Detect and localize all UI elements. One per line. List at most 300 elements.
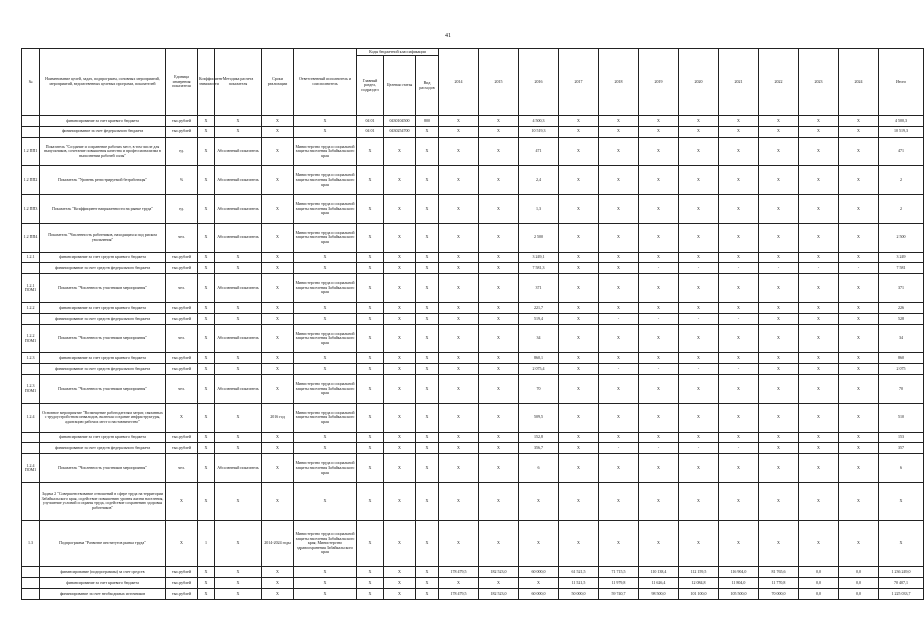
program-finance-table [21, 48, 924, 600]
row-name: финансирование за счет краевого бюджета [40, 578, 166, 589]
row-year-value: X [759, 454, 799, 483]
row-number: 1.2.2 ПОМ1 [22, 324, 40, 353]
row-total: 2 075 [879, 364, 924, 375]
row-number: 1.2 ПП2 [22, 166, 40, 195]
row-bcc-target: X [384, 520, 416, 567]
row-year-value: X [519, 520, 559, 567]
row-year-value: X [439, 126, 479, 137]
row-year-value: X [839, 116, 879, 127]
row-coef: X [198, 403, 215, 432]
row-year-value: X [439, 303, 479, 314]
row-year-value: 81 765,6 [759, 567, 799, 578]
header-term: Сроки реализации [262, 49, 294, 116]
row-year-value: X [719, 166, 759, 195]
row-year-value: X [719, 252, 759, 263]
row-year-value: X [479, 375, 519, 404]
row-total: X [879, 520, 924, 567]
row-unit: X [166, 520, 198, 567]
row-year-value: X [679, 116, 719, 127]
row-year-value: X [759, 432, 799, 443]
row-year-value: 519,4 [519, 313, 559, 324]
row-year-value: X [479, 166, 519, 195]
row-bcc-expense: X [416, 274, 439, 303]
table-row [22, 588, 924, 599]
row-year-value: 2 500 [519, 223, 559, 252]
row-year-value: X [839, 324, 879, 353]
row-year-value: 12 084,8 [679, 578, 719, 589]
row-year-value: 182 523,0 [479, 588, 519, 599]
row-resp: X [294, 432, 357, 443]
row-year-value: X [439, 443, 479, 454]
row-year-value: X [759, 195, 799, 224]
row-term: X [262, 567, 294, 578]
row-coef: X [198, 137, 215, 166]
table-row [22, 116, 924, 127]
row-name: финансирование за счет средств краевого бюджета [40, 303, 166, 314]
table-row [22, 126, 924, 137]
row-bcc-expense: X [416, 454, 439, 483]
row-bcc-section: X [357, 432, 384, 443]
row-coef: X [198, 116, 215, 127]
row-year-value: X [719, 353, 759, 364]
row-year-value: X [599, 126, 639, 137]
row-name: финансирование за счет средств краевого бюджета [40, 353, 166, 364]
table-row [22, 520, 924, 567]
row-method: X [215, 303, 262, 314]
table-row [22, 443, 924, 454]
row-year-value: X [719, 223, 759, 252]
row-year-value: X [559, 126, 599, 137]
row-method: X [215, 432, 262, 443]
row-unit: тыс.рублей [166, 578, 198, 589]
table-row [22, 375, 924, 404]
row-year-value: X [639, 166, 679, 195]
row-year-value: X [799, 303, 839, 314]
row-name: финансирование за счет средств краевого бюджета [40, 252, 166, 263]
row-year-value: X [799, 403, 839, 432]
row-year-value: X [599, 483, 639, 521]
row-resp: Министерство труда и социальной защиты населения Забайкальского края [294, 223, 357, 252]
row-total: 70 [879, 375, 924, 404]
row-year-value: 178 479,5 [439, 588, 479, 599]
row-year-value: X [439, 137, 479, 166]
row-year-value: X [559, 252, 599, 263]
row-bcc-expense: X [416, 195, 439, 224]
row-unit: тыс.рублей [166, 252, 198, 263]
row-coef: X [198, 432, 215, 443]
row-name: Показатель "Коэффициент напряженности на рынке труда" [40, 195, 166, 224]
row-year-value: X [639, 375, 679, 404]
row-resp: X [294, 567, 357, 578]
row-year-value: X [759, 364, 799, 375]
row-name: Показатель "Численность участников мероприятия" [40, 274, 166, 303]
row-bcc-target: X [384, 454, 416, 483]
row-resp: Министерство труда и социальной защиты населения Забайкальского края [294, 137, 357, 166]
row-bcc-expense: X [416, 263, 439, 274]
row-year-value: 0,0 [799, 588, 839, 599]
table-row [22, 166, 924, 195]
row-year-value: 34 [519, 324, 559, 353]
row-year-value: 1,3 [519, 195, 559, 224]
row-bcc-expense: X [416, 567, 439, 578]
row-year-value: X [679, 483, 719, 521]
row-year-value: X [639, 353, 679, 364]
row-total: 860 [879, 353, 924, 364]
row-coef: X [198, 483, 215, 521]
row-year-value: X [719, 303, 759, 314]
row-unit: тыс.рублей [166, 364, 198, 375]
table-row [22, 324, 924, 353]
row-term: X [262, 274, 294, 303]
row-unit: чел. [166, 274, 198, 303]
row-year-value: X [559, 364, 599, 375]
row-total: 153 [879, 432, 924, 443]
row-total: 4 500,3 [879, 116, 924, 127]
header-year: 2016 [519, 49, 559, 116]
header-method: Методика расчета показателя [215, 49, 262, 116]
row-year-value: X [839, 364, 879, 375]
row-coef: X [198, 324, 215, 353]
row-bcc-target: X [384, 364, 416, 375]
row-name: финансирование за счет федерального бюджета [40, 126, 166, 137]
row-year-value: X [679, 324, 719, 353]
row-year-value: X [599, 303, 639, 314]
row-method: Абсолютный показатель [215, 166, 262, 195]
row-year-value: X [519, 578, 559, 589]
row-resp: X [294, 252, 357, 263]
row-year-value: X [799, 454, 839, 483]
row-year-value: X [559, 454, 599, 483]
row-year-value: X [639, 252, 679, 263]
row-number: 1.2.2 [22, 303, 40, 314]
row-unit: тыс.рублей [166, 432, 198, 443]
row-resp: Министерство труда и социальной защиты населения Забайкальского края; Министерство здравоохранения Забайкальского края [294, 520, 357, 567]
row-term: X [262, 126, 294, 137]
row-number: 1.2.4 ПОМ1 [22, 454, 40, 483]
header-year: 2020 [679, 49, 719, 116]
row-method: Абсолютный показатель [215, 223, 262, 252]
row-number: 1.2.3 [22, 353, 40, 364]
row-year-value: X [599, 116, 639, 127]
row-year-value: X [479, 252, 519, 263]
row-year-value: X [479, 432, 519, 443]
row-year-value: 110 138,4 [639, 567, 679, 578]
row-year-value: X [479, 483, 519, 521]
row-coef: X [198, 303, 215, 314]
row-year-value: X [599, 263, 639, 274]
row-year-value: - [839, 263, 879, 274]
row-bcc-target: X [384, 483, 416, 521]
row-year-value: X [719, 454, 759, 483]
row-bcc-target: X [384, 375, 416, 404]
row-name: Показатель "Численность участников мероприятия" [40, 375, 166, 404]
row-year-value: X [439, 274, 479, 303]
row-year-value: X [479, 303, 519, 314]
row-bcc-section: X [357, 483, 384, 521]
row-term: X [262, 166, 294, 195]
row-year-value: 10 519,3 [519, 126, 559, 137]
header-no: № [22, 49, 40, 116]
table-row [22, 303, 924, 314]
row-method: X [215, 313, 262, 324]
row-method: Абсолютный показатель [215, 274, 262, 303]
row-total: 371 [879, 274, 924, 303]
row-name: финансирование за счет средств краевого бюджета [40, 432, 166, 443]
row-bcc-expense: X [416, 137, 439, 166]
row-year-value: X [679, 375, 719, 404]
table-row [22, 274, 924, 303]
row-resp: X [294, 353, 357, 364]
row-coef: X [198, 263, 215, 274]
row-year-value: X [759, 520, 799, 567]
row-year-value: X [759, 313, 799, 324]
header-bcc-expense: Вид расходов [416, 56, 439, 116]
row-total: 2 [879, 166, 924, 195]
row-year-value: X [439, 483, 479, 521]
row-year-value: X [439, 364, 479, 375]
row-bcc-target: X [384, 313, 416, 324]
row-year-value: X [599, 520, 639, 567]
row-resp: X [294, 588, 357, 599]
row-method: X [215, 353, 262, 364]
row-unit: чел. [166, 454, 198, 483]
row-coef: X [198, 588, 215, 599]
row-number [22, 443, 40, 454]
row-method: X [215, 483, 262, 521]
row-year-value: 59 740,7 [599, 588, 639, 599]
row-year-value: - [679, 263, 719, 274]
row-name: Показатель "Численность участников мероприятия" [40, 324, 166, 353]
row-year-value: X [759, 274, 799, 303]
row-year-value: - [719, 313, 759, 324]
row-bcc-expense: X [416, 443, 439, 454]
row-number [22, 483, 40, 521]
row-total: 226 [879, 303, 924, 314]
row-bcc-expense: X [416, 483, 439, 521]
row-year-value: X [559, 353, 599, 364]
row-total: 7 581 [879, 263, 924, 274]
row-year-value: 0,0 [799, 578, 839, 589]
row-year-value: X [799, 443, 839, 454]
row-year-value: 116 904,0 [719, 567, 759, 578]
row-bcc-target: X [384, 263, 416, 274]
row-bcc-target: X [384, 223, 416, 252]
row-year-value: X [799, 432, 839, 443]
row-year-value: X [639, 126, 679, 137]
row-year-value: X [479, 195, 519, 224]
row-year-value: X [439, 223, 479, 252]
row-coef: X [198, 252, 215, 263]
row-resp: Министерство труда и социальной защиты населения Забайкальского края [294, 324, 357, 353]
row-year-value: X [479, 364, 519, 375]
table-row [22, 353, 924, 364]
row-year-value: X [679, 303, 719, 314]
row-year-value: 11 770,8 [759, 578, 799, 589]
row-bcc-target: X [384, 137, 416, 166]
row-number: 1.2 ПП4 [22, 223, 40, 252]
row-unit: тыс.рублей [166, 313, 198, 324]
row-coef: X [198, 578, 215, 589]
header-resp: Ответственный исполнитель и соисполнитель [294, 49, 357, 116]
table-row [22, 137, 924, 166]
row-bcc-expense: X [416, 364, 439, 375]
row-year-value: X [799, 313, 839, 324]
row-year-value: 71 715,5 [599, 567, 639, 578]
row-year-value: 105 500,0 [719, 588, 759, 599]
row-number [22, 126, 40, 137]
row-coef: X [198, 454, 215, 483]
row-bcc-expense: 800 [416, 116, 439, 127]
row-year-value: X [559, 274, 599, 303]
row-resp: Министерство труда и социальной защиты населения Забайкальского края [294, 274, 357, 303]
row-year-value: 60 000,0 [519, 588, 559, 599]
header-total: Итого [879, 49, 924, 116]
row-year-value: X [559, 403, 599, 432]
row-method: Абсолютный показатель [215, 137, 262, 166]
row-unit: чел. [166, 375, 198, 404]
row-resp: X [294, 578, 357, 589]
row-number [22, 578, 40, 589]
row-bcc-section: X [357, 588, 384, 599]
row-bcc-target: X [384, 166, 416, 195]
table-row [22, 223, 924, 252]
row-bcc-target: X [384, 432, 416, 443]
row-term: X [262, 454, 294, 483]
row-year-value: X [679, 166, 719, 195]
row-year-value: 371 [519, 274, 559, 303]
row-year-value: X [799, 252, 839, 263]
table-row [22, 252, 924, 263]
row-year-value: 0,0 [839, 578, 879, 589]
row-method: X [215, 588, 262, 599]
row-bcc-section: X [357, 263, 384, 274]
row-bcc-target: X [384, 195, 416, 224]
row-bcc-target: X [384, 567, 416, 578]
header-year: 2024 [839, 49, 879, 116]
row-year-value: - [799, 263, 839, 274]
row-number [22, 116, 40, 127]
row-year-value: X [719, 432, 759, 443]
row-year-value: 61 521,5 [559, 567, 599, 578]
row-bcc-section: X [357, 195, 384, 224]
row-year-value: X [479, 443, 519, 454]
row-bcc-target: X [384, 353, 416, 364]
row-unit: тыс.рублей [166, 353, 198, 364]
row-year-value: X [839, 403, 879, 432]
row-bcc-target: X [384, 578, 416, 589]
row-bcc-target: 0430254700 [384, 126, 416, 137]
row-year-value: X [799, 137, 839, 166]
row-term: X [262, 353, 294, 364]
row-year-value: - [679, 364, 719, 375]
row-year-value: X [599, 432, 639, 443]
row-year-value: X [839, 483, 879, 521]
row-year-value: X [479, 116, 519, 127]
row-bcc-section: X [357, 223, 384, 252]
row-name: финансирование за счет средств федерального бюджета [40, 364, 166, 375]
row-total: 10 519,3 [879, 126, 924, 137]
row-year-value: 182 523,0 [479, 567, 519, 578]
row-coef: X [198, 375, 215, 404]
row-year-value: X [479, 324, 519, 353]
row-year-value: X [759, 137, 799, 166]
row-bcc-expense: X [416, 578, 439, 589]
row-year-value: 3 249,1 [519, 252, 559, 263]
row-year-value: X [479, 313, 519, 324]
row-year-value: X [479, 137, 519, 166]
row-year-value: X [439, 403, 479, 432]
row-year-value: X [439, 353, 479, 364]
row-year-value: X [719, 126, 759, 137]
row-year-value: X [839, 313, 879, 324]
row-year-value: X [759, 375, 799, 404]
table-row [22, 313, 924, 324]
row-bcc-section: X [357, 353, 384, 364]
row-number [22, 364, 40, 375]
row-year-value: X [839, 303, 879, 314]
row-year-value: X [439, 263, 479, 274]
header-year: 2018 [599, 49, 639, 116]
row-year-value: - [599, 364, 639, 375]
row-year-value: X [799, 364, 839, 375]
row-year-value: X [799, 166, 839, 195]
row-coef: X [198, 364, 215, 375]
row-year-value: X [839, 443, 879, 454]
row-bcc-expense: X [416, 324, 439, 353]
row-year-value: X [599, 353, 639, 364]
row-year-value: X [759, 324, 799, 353]
row-term: X [262, 364, 294, 375]
row-number: 1.2.4 [22, 403, 40, 432]
row-number: 1.2.1 ПОМ1 [22, 274, 40, 303]
row-year-value: X [439, 313, 479, 324]
row-year-value: X [559, 483, 599, 521]
row-year-value: X [559, 303, 599, 314]
row-year-value: X [679, 432, 719, 443]
row-term: X [262, 263, 294, 274]
table-row [22, 578, 924, 589]
row-bcc-section: X [357, 443, 384, 454]
row-name: Показатель "Численность участников мероприятия" [40, 454, 166, 483]
row-year-value: - [679, 313, 719, 324]
row-bcc-section: 04 01 [357, 116, 384, 127]
row-year-value: X [679, 353, 719, 364]
row-year-value: X [719, 520, 759, 567]
header-year: 2021 [719, 49, 759, 116]
row-bcc-section: X [357, 252, 384, 263]
row-year-value: X [719, 375, 759, 404]
header-bcc-target: Целевая статья [384, 56, 416, 116]
page-number: 41 [445, 33, 451, 39]
row-bcc-expense: X [416, 353, 439, 364]
row-year-value: X [799, 520, 839, 567]
row-bcc-section: X [357, 520, 384, 567]
header-unit: Единица измерения показателя [166, 49, 198, 116]
row-term: X [262, 116, 294, 127]
row-year-value: X [839, 520, 879, 567]
row-method: X [215, 116, 262, 127]
row-name: Основное мероприятие "Возмещение работодателям затрат, связанных с трудоустройством инвалидов, включая создание инфраструктуры, адаптацию рабочих мест и наставничество" [40, 403, 166, 432]
row-term: X [262, 324, 294, 353]
row-resp: X [294, 263, 357, 274]
row-bcc-expense: X [416, 432, 439, 443]
row-year-value: X [639, 403, 679, 432]
row-bcc-expense: X [416, 520, 439, 567]
row-year-value: 6 [519, 454, 559, 483]
row-year-value: X [719, 483, 759, 521]
header-year: 2022 [759, 49, 799, 116]
row-year-value: 70 000,0 [759, 588, 799, 599]
